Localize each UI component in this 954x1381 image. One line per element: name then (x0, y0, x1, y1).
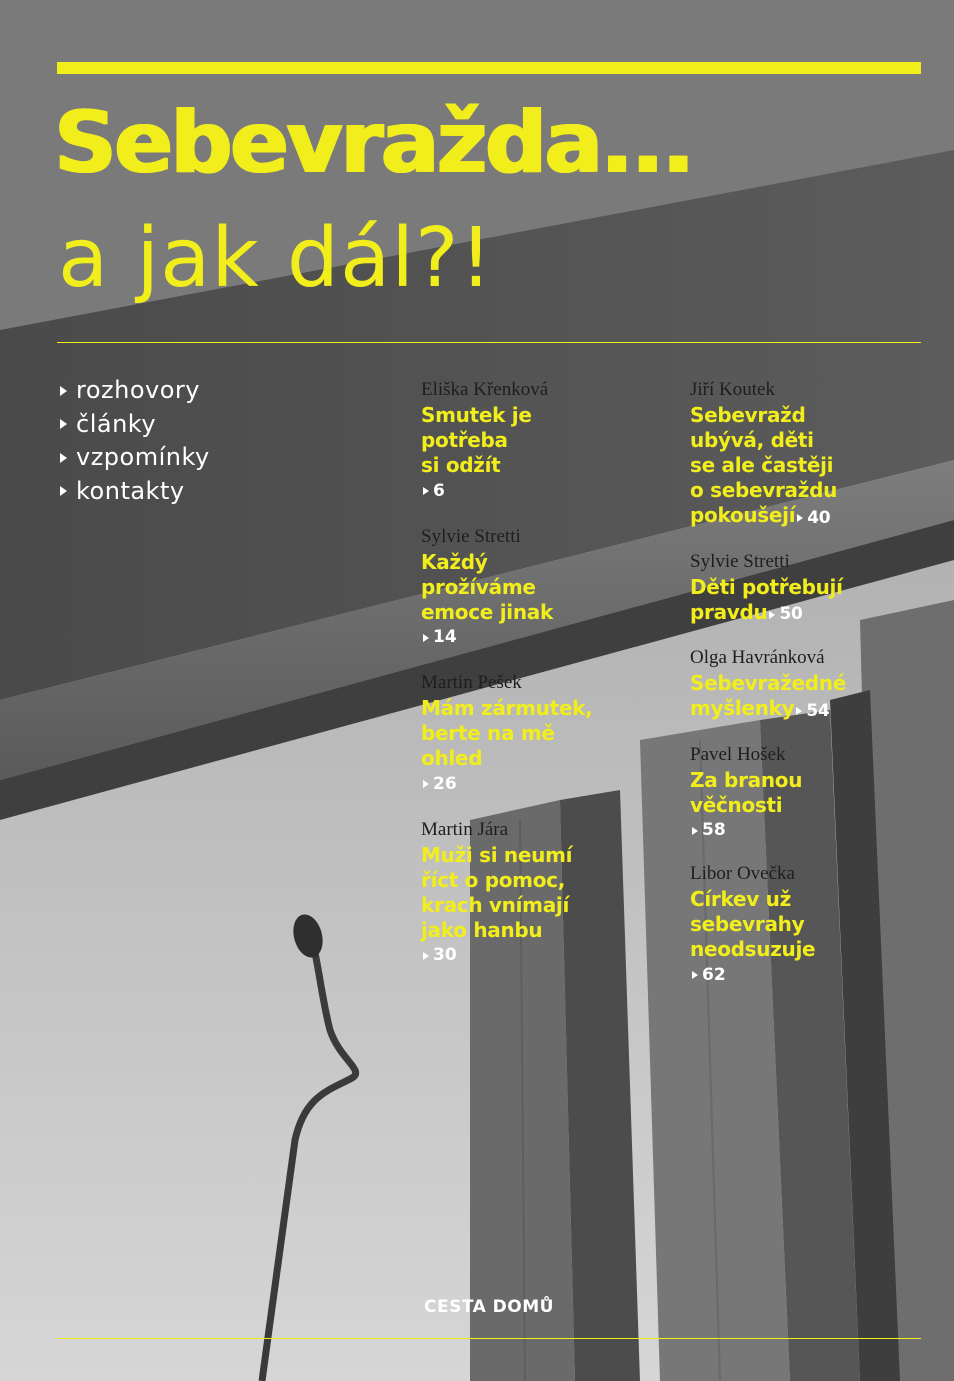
cover-subtitle: a jak dál?! (58, 211, 494, 306)
toc-page-number: 30 (421, 943, 457, 968)
toc-author: Sylvie Stretti (690, 550, 790, 572)
toc-headline-line: pokoušejí 40 (690, 503, 930, 531)
toc-headline-line: sebevrahy (690, 912, 805, 936)
toc-headline-line: ohled (421, 746, 483, 770)
triangle-pointer-icon (796, 707, 802, 715)
toc-author: Pavel Hošek (690, 743, 786, 765)
toc-column-left (421, 376, 651, 987)
toc-author: Martin Pešek (421, 672, 522, 693)
cover-title: Sebevražda... (54, 93, 693, 193)
toc-page-number: 58 (690, 818, 726, 843)
toc-page-line (421, 625, 651, 651)
toc-entry (690, 644, 930, 724)
toc-page-number: 54 (794, 699, 829, 724)
toc-headline-line: Děti potřebují (690, 574, 843, 599)
toc-entry (421, 816, 651, 969)
toc-headline-line: říct o pomoc, (421, 867, 565, 892)
toc-headline-line: neodsuzuje (690, 937, 816, 961)
triangle-bullet-icon (60, 453, 67, 463)
triangle-pointer-icon (423, 952, 429, 960)
toc-entry (421, 669, 651, 797)
toc-headline (690, 887, 930, 962)
toc-headline-line: potřeba (421, 428, 508, 452)
toc-author: Jiří Koutek (690, 379, 775, 400)
toc-headline-line: jako hanbu (421, 917, 543, 942)
toc-headline (690, 768, 930, 818)
toc-entry (421, 523, 651, 651)
toc-headline-line: ubývá, děti (690, 428, 814, 452)
divider-top (57, 342, 921, 343)
toc-headline-line: Mám zármutek, (421, 696, 593, 720)
divider-bottom (57, 1338, 921, 1339)
toc-headline-line: emoce jinak (421, 599, 553, 624)
toc-page-line (421, 478, 651, 504)
toc-author: Olga Havránková (690, 647, 825, 668)
toc-headline (690, 403, 930, 531)
section-item: kontakty (60, 475, 210, 509)
toc-entry (421, 376, 651, 504)
toc-headline-line: Za branou (690, 767, 803, 792)
toc-entry (690, 376, 930, 531)
toc-headline-line: se ale častěji (690, 453, 834, 477)
toc-page-number: 62 (690, 963, 726, 988)
toc-headline-line: si odžít (421, 453, 501, 477)
triangle-pointer-icon (692, 827, 698, 835)
triangle-bullet-icon (60, 386, 67, 396)
toc-headline (690, 575, 930, 628)
section-item: rozhovory (60, 374, 210, 408)
toc-headline (421, 403, 651, 478)
toc-headline-line: Muži si neumí (421, 842, 573, 867)
section-item: články (60, 408, 210, 442)
toc-page-number: 6 (421, 479, 445, 504)
toc-author: Martin Jára (421, 818, 509, 840)
toc-headline-line: o sebevraždu (690, 478, 838, 502)
section-list (60, 374, 210, 508)
toc-headline (421, 696, 651, 771)
toc-page-number: 26 (421, 772, 457, 797)
triangle-pointer-icon (423, 634, 429, 642)
toc-headline-line: Církev už (690, 887, 791, 911)
toc-author: Eliška Křenková (421, 379, 549, 400)
toc-headline (690, 671, 930, 724)
top-accent-bar (57, 62, 921, 74)
triangle-pointer-icon (769, 611, 775, 619)
toc-entry (690, 860, 930, 988)
toc-page-line (690, 818, 930, 844)
toc-headline-line: Sebevražd (690, 403, 806, 427)
toc-page-line (421, 943, 651, 969)
toc-headline-line: prožíváme (421, 574, 536, 599)
toc-headline-line: myšlenky 54 (690, 696, 930, 724)
toc-entry (690, 548, 930, 628)
toc-column-right (690, 376, 930, 1005)
section-item: vzpomínky (60, 441, 210, 475)
toc-headline-line: berte na mě (421, 721, 555, 745)
toc-headline-line: věčnosti (690, 792, 783, 817)
toc-page-number: 50 (767, 602, 802, 627)
toc-headline (421, 550, 651, 625)
triangle-pointer-icon (797, 514, 803, 522)
toc-page-line (690, 962, 930, 988)
triangle-pointer-icon (692, 971, 698, 979)
toc-headline-line: Každý (421, 549, 488, 574)
triangle-pointer-icon (423, 780, 429, 788)
toc-headline-line: pravdu 50 (690, 600, 930, 628)
toc-entry (690, 741, 930, 844)
toc-headline (421, 843, 651, 943)
toc-page-line (421, 771, 651, 797)
toc-headline-line: Sebevražedné (690, 671, 846, 695)
toc-headline-line: Smutek je (421, 403, 532, 427)
toc-author: Sylvie Stretti (421, 525, 521, 547)
triangle-bullet-icon (60, 486, 67, 496)
triangle-bullet-icon (60, 419, 67, 429)
toc-author: Libor Ovečka (690, 863, 795, 884)
publisher-name: CESTA DOMŮ (424, 1297, 554, 1317)
triangle-pointer-icon (423, 487, 429, 495)
toc-page-number: 40 (795, 506, 830, 531)
toc-page-number: 14 (421, 625, 457, 650)
toc-headline-line: krach vnímají (421, 892, 569, 917)
